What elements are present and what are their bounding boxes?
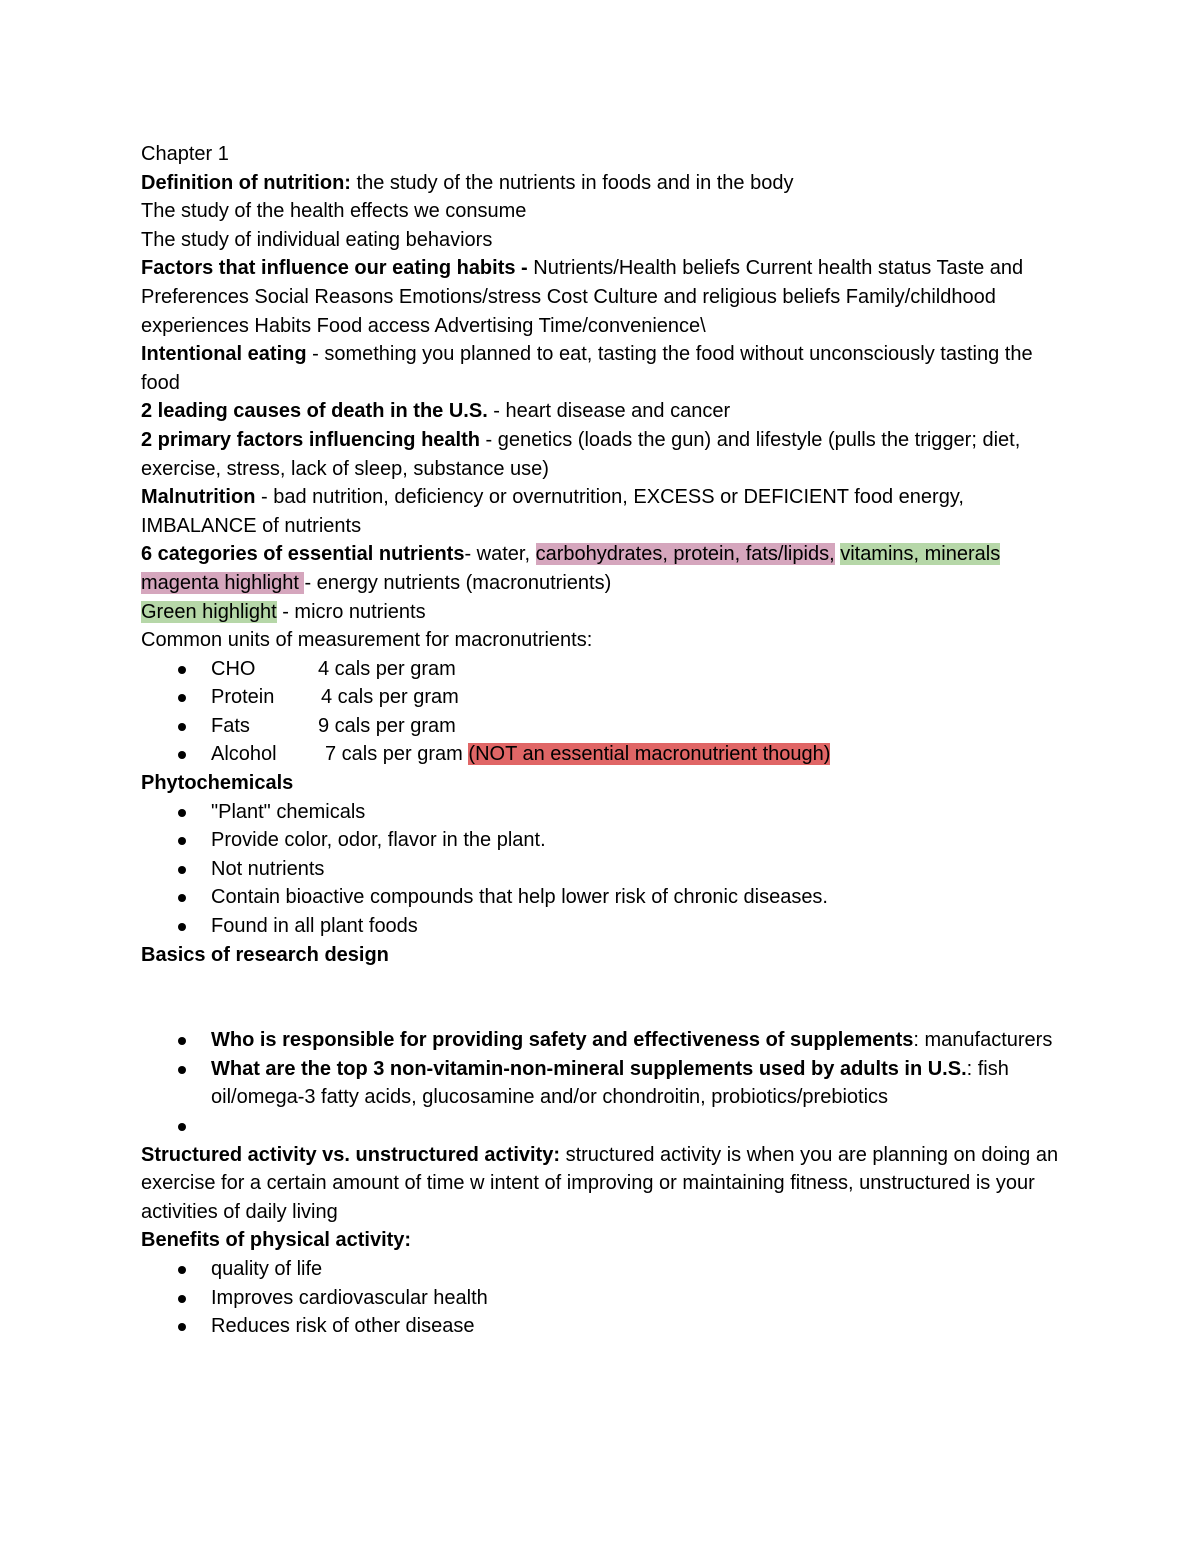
eating-behaviors-line: The study of individual eating behaviors [141, 228, 493, 251]
chapter-title: Chapter 1 [141, 143, 229, 165]
units-list [141, 655, 1061, 769]
benefits-list [141, 1255, 1061, 1341]
benefits-heading-text: Benefits of physical activity: [141, 1229, 412, 1252]
primary-factors-text: - genetics (loads the gun) and lifestyle (pulls the trigger; diet, exercise, stress, lack of sleep, substance use) [141, 428, 1021, 480]
definition-term: Definition of nutrition: [141, 171, 351, 194]
activity-term: Structured activity vs. unstructured activity: [141, 1143, 561, 1166]
green-legend-label: Green highlight [141, 600, 277, 623]
list-item [141, 683, 1061, 712]
green-highlight-span: vitamins, minerals [840, 543, 1001, 566]
factors-paragraph [141, 254, 1061, 340]
list-item: Improves cardiovascular health [141, 1284, 1061, 1313]
unit-name: CHO [211, 657, 256, 680]
death-causes-paragraph [141, 397, 1061, 426]
list-item [141, 712, 1061, 741]
supplement-answer: : manufacturers [913, 1029, 1053, 1052]
red-highlight-note: (NOT an essential macronutrient though) [468, 743, 831, 766]
unit-name: Fats [211, 714, 250, 737]
list-item [141, 655, 1061, 684]
definition-paragraph [141, 169, 1061, 198]
document-body [141, 140, 1061, 1341]
health-effects-line: The study of the health effects we consume [141, 200, 527, 223]
intentional-text: - something you planned to eat, tasting the food without unconsciously tasting the food [141, 343, 1033, 394]
intentional-term: Intentional eating [141, 343, 307, 366]
list-item: Contain bioactive compounds that help lower risk of chronic diseases. [141, 883, 1061, 912]
supplement-question: What are the top 3 non-vitamin-non-mineral supplements used by adults in U.S. [211, 1057, 967, 1080]
magenta-legend-label: magenta highlight [141, 571, 305, 594]
primary-factors-term: 2 primary factors influencing health [141, 428, 480, 451]
green-legend-text: - micro nutrients [276, 600, 426, 623]
list-item: Found in all plant foods [141, 912, 1061, 941]
activity-paragraph [141, 1141, 1061, 1227]
malnutrition-term: Malnutrition [141, 486, 256, 509]
unit-value: 4 cals per gram [321, 686, 459, 709]
definition-text: the study of the nutrients in foods and in the body [350, 171, 794, 194]
list-item [141, 1026, 1061, 1055]
malnutrition-paragraph [141, 483, 1061, 540]
essential-nutrients-paragraph [141, 540, 1061, 569]
phyto-heading [141, 769, 1061, 798]
research-heading-text: Basics of research design [141, 943, 389, 966]
factors-term: Factors that influence our eating habits - [141, 257, 528, 280]
essential-term: 6 categories of essential nutrients [141, 543, 465, 566]
unit-name: Protein [211, 686, 275, 709]
magenta-legend-text: - energy nutrients (macronutrients) [304, 571, 612, 594]
supplements-list [141, 1026, 1061, 1140]
list-item: quality of life [141, 1255, 1061, 1284]
supplement-question: Who is responsible for providing safety and effectiveness of supplements [211, 1029, 914, 1052]
list-item: Reduces risk of other disease [141, 1312, 1061, 1341]
unit-value: 7 cals per gram [325, 743, 463, 766]
unit-name: Alcohol [211, 743, 277, 766]
magenta-legend [141, 569, 1061, 598]
phyto-heading-text: Phytochemicals [141, 772, 294, 795]
blank-space [141, 969, 1061, 1026]
activity-text: structured activity is when you are planning on doing an exercise for a certain amount of time w intent of improving or maintaining fitness, unstructured is your activities of daily living [141, 1143, 1059, 1223]
primary-factors-paragraph [141, 426, 1061, 483]
supplement-answer: : fish oil/omega-3 fatty acids, glucosamine and/or chondroitin, probiotics/prebiotics [211, 1057, 1009, 1109]
list-item: Provide color, odor, flavor in the plant. [141, 826, 1061, 855]
empty-list-item [141, 1112, 1061, 1141]
malnutrition-text: - bad nutrition, deficiency or overnutrition, EXCESS or DEFICIENT food energy, IMBALANCE of nutrients [141, 486, 964, 537]
green-legend [141, 598, 1061, 627]
death-causes-text: - heart disease and cancer [487, 400, 731, 423]
magenta-highlight-span: carbohydrates, protein, fats/lipids, [535, 543, 835, 566]
units-intro: Common units of measurement for macronutrients: [141, 629, 593, 652]
list-item [141, 740, 1061, 769]
unit-value: 4 cals per gram [318, 657, 456, 680]
list-item: "Plant" chemicals [141, 798, 1061, 827]
benefits-heading [141, 1226, 1061, 1255]
factors-text: Nutrients/Health beliefs Current health status Taste and Preferences Social Reasons Emotions/stress Cost Culture and religious beliefs Family/childhood experiences Habits Food access Advertising Time/convenience\ [141, 257, 1024, 337]
death-causes-term: 2 leading causes of death in the U.S. [141, 400, 488, 423]
intentional-eating-paragraph [141, 340, 1061, 397]
essential-text: - water, [464, 543, 536, 566]
research-heading [141, 941, 1061, 970]
phyto-list [141, 798, 1061, 941]
unit-value: 9 cals per gram [318, 714, 456, 737]
list-item: Not nutrients [141, 855, 1061, 884]
list-item [141, 1055, 1061, 1112]
